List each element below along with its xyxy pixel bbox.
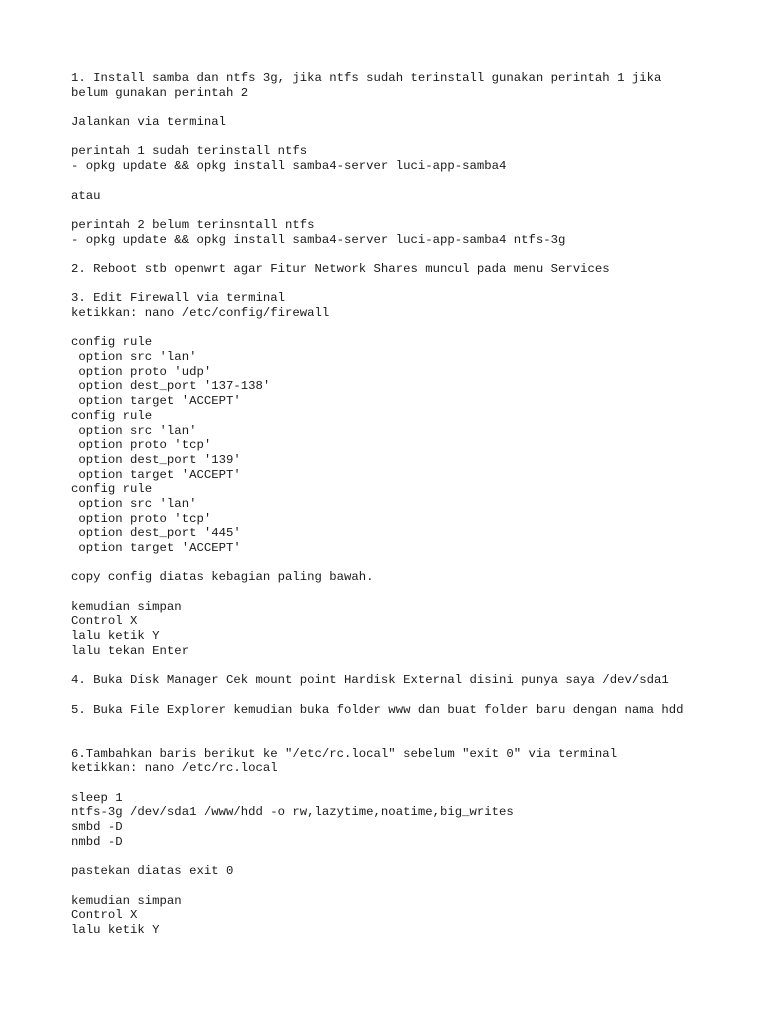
document-line <box>71 100 761 115</box>
document-line: option src 'lan' <box>71 496 197 511</box>
document-line: lalu ketik Y <box>71 922 160 937</box>
document-line <box>71 879 761 894</box>
document-line: lalu ketik Y <box>71 629 160 644</box>
document-line: option src 'lan' <box>71 423 197 438</box>
document-line: - opkg update && opkg install samba4-server luci-app-samba4 ntfs-3g <box>71 232 566 247</box>
document-line <box>71 321 761 336</box>
document-line <box>71 585 761 600</box>
document-line: config rule <box>71 408 153 423</box>
document-line: 5. Buka File Explorer kemudian buka folder www dan buat folder baru dengan nama hdd <box>71 702 684 717</box>
document-line: option target 'ACCEPT' <box>71 541 241 555</box>
document-line: config rule <box>71 482 153 497</box>
document-line: Jalankan via terminal <box>71 115 226 130</box>
document-line: option dest_port '139' <box>71 452 241 467</box>
document-line: option dest_port '445' <box>71 526 241 541</box>
document-line: nmbd -D <box>71 834 123 849</box>
document-line <box>71 776 761 791</box>
document-line: - opkg update && opkg install samba4-server luci-app-samba4 <box>71 159 507 174</box>
document-line: kemudian simpan <box>71 599 182 614</box>
document-line <box>71 277 761 292</box>
document-text <box>71 71 761 938</box>
document-line: config rule <box>71 335 153 350</box>
document-line: option src 'lan' <box>71 350 197 365</box>
document-line: option target 'ACCEPT' <box>71 467 241 482</box>
document-line <box>71 717 761 732</box>
document-line: kemudian simpan <box>71 893 182 908</box>
document-line <box>71 659 761 674</box>
document-line: 1. Install samba dan ntfs 3g, jika ntfs sudah terinstall gunakan perintah 1 jika <box>71 71 662 85</box>
document-line <box>71 130 761 145</box>
document-line: option proto 'tcp' <box>71 511 212 526</box>
document-line: pastekan diatas exit 0 <box>71 864 234 879</box>
document-line: 2. Reboot stb openwrt agar Fitur Network Shares muncul pada menu Services <box>71 261 610 276</box>
document-line <box>71 174 761 189</box>
document-line: perintah 2 belum terinsntall ntfs <box>71 217 315 232</box>
document-line <box>71 688 761 703</box>
document-line: ntfs-3g /dev/sda1 /www/hdd -o rw,lazytime,noatime,big_writes <box>71 805 514 820</box>
document-line: 6.Tambahkan baris berikut ke "/etc/rc.local" sebelum "exit 0" via terminal <box>71 746 618 761</box>
document-line: option dest_port '137-138' <box>71 379 271 394</box>
document-line: copy config diatas kebagian paling bawah. <box>71 570 374 585</box>
document-line <box>71 849 761 864</box>
document-line: Control X <box>71 614 138 629</box>
document-line: 3. Edit Firewall via terminal <box>71 291 286 306</box>
document-line: lalu tekan Enter <box>71 643 190 658</box>
document-line: option proto 'udp' <box>71 364 212 379</box>
document-line: ketikkan: nano /etc/rc.local <box>71 761 278 776</box>
document-line: option proto 'tcp' <box>71 438 212 453</box>
document-line <box>71 732 761 747</box>
document-line <box>71 556 761 571</box>
document-line: perintah 1 sudah terinstall ntfs <box>71 144 308 159</box>
document-line: smbd -D <box>71 820 123 835</box>
document-line: Control X <box>71 908 138 923</box>
document-line <box>71 247 761 262</box>
document-line: option target 'ACCEPT' <box>71 394 241 409</box>
document-line: 4. Buka Disk Manager Cek mount point Hardisk External disini punya saya /dev/sda1 <box>71 673 669 688</box>
document-line: atau <box>71 188 101 203</box>
document-line: sleep 1 <box>71 790 123 805</box>
document-line: ketikkan: nano /etc/config/firewall <box>71 306 330 320</box>
document-line <box>71 203 761 218</box>
document-line: belum gunakan perintah 2 <box>71 85 249 100</box>
